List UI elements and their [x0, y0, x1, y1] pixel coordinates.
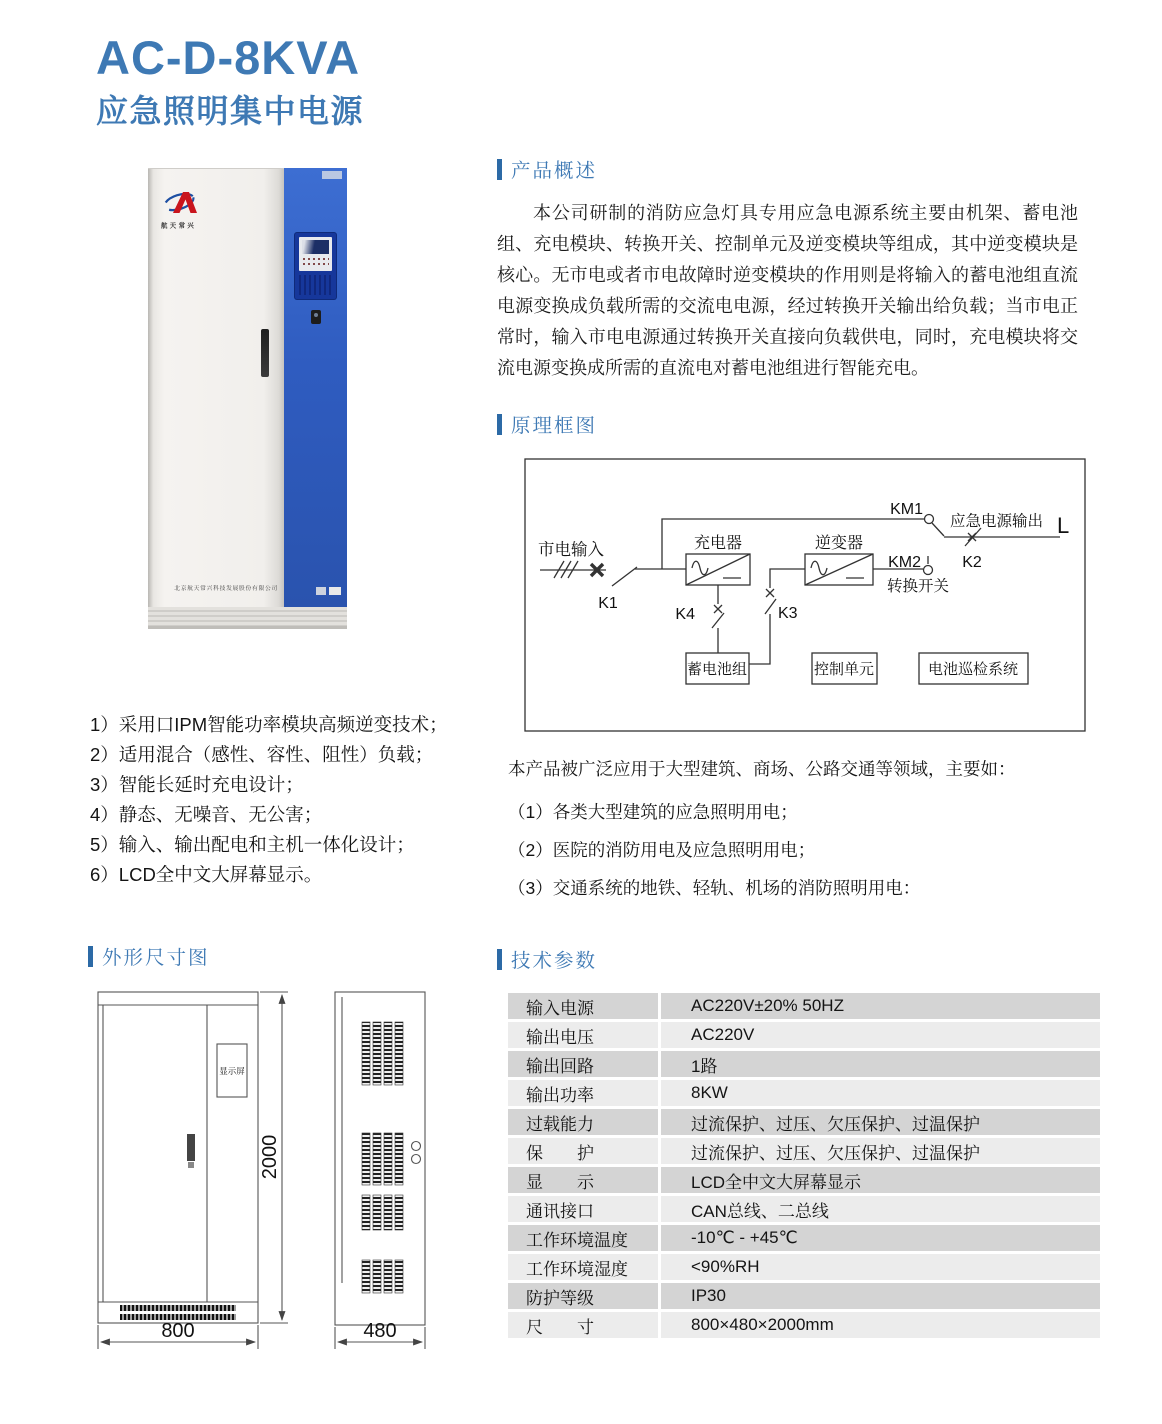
spec-label: 输出回路 — [508, 1051, 658, 1077]
title-block — [96, 31, 365, 132]
applications-block — [508, 756, 1086, 907]
section-bar — [497, 949, 502, 970]
feature-item: 1）采用口IPM智能功率模块高频逆变技术； — [90, 714, 448, 735]
diagram-label-battery-monitor: 电池巡检系统 — [927, 661, 1019, 678]
spec-value: IP30 — [661, 1283, 1100, 1309]
product-name: 应急照明集中电源 — [96, 93, 365, 129]
spec-value: 1路 — [661, 1051, 1100, 1077]
spec-row — [508, 1138, 1100, 1164]
cabinet-base-vent — [148, 607, 347, 629]
spec-row — [508, 1109, 1100, 1135]
diagram-label-k1: K1 — [598, 595, 618, 612]
feature-item: 3）智能长延时充电设计； — [90, 774, 304, 795]
diagram-label-control-unit: 控制单元 — [813, 661, 875, 678]
feature-list — [90, 710, 500, 890]
spec-value: <90%RH — [661, 1254, 1100, 1280]
application-item: （2）医院的消防用电及应急照明用电； — [508, 840, 816, 860]
door-lock — [311, 310, 321, 324]
km1-contact — [925, 515, 934, 524]
spec-label: 过载能力 — [508, 1109, 658, 1135]
charger-box — [686, 554, 750, 585]
section-principle-header — [497, 410, 597, 438]
principle-diagram — [520, 455, 1090, 737]
section-specs-header — [497, 945, 597, 973]
spec-row — [508, 1283, 1100, 1309]
lcd-buttons — [302, 257, 329, 268]
section-bar — [497, 159, 502, 180]
feature-item: 4）静态、无噪音、无公害； — [90, 804, 323, 825]
dimension-drawing — [88, 985, 448, 1357]
spec-label: 尺 寸 — [508, 1312, 658, 1338]
section-title: 原理框图 — [511, 415, 598, 437]
brand-text: 航天常兴 — [161, 221, 197, 229]
spec-row — [508, 1225, 1100, 1251]
diagram-label-transfer-switch: 转换开关 — [887, 578, 950, 595]
diagram-label-charger: 充电器 — [693, 535, 743, 552]
feature-item: 5）输入、输出配电和主机一体化设计； — [90, 834, 415, 855]
spec-label: 输入电源 — [508, 993, 658, 1019]
spec-label: 工作环境湿度 — [508, 1254, 658, 1280]
section-bar — [497, 414, 502, 435]
spec-label: 输出电压 — [508, 1022, 658, 1048]
diagram-label-km2: KM2 — [888, 554, 921, 571]
feature-item: 2）适用混合（感性、容性、阻性）负载； — [90, 744, 434, 765]
door-handle — [261, 329, 269, 377]
spec-value: AC220V — [661, 1022, 1100, 1048]
section-title: 外形尺寸图 — [102, 947, 210, 969]
height-dim-label: 2000 — [259, 1134, 281, 1180]
page-title: AC-D-8KVA — [96, 31, 361, 84]
section-title: 产品概述 — [511, 160, 598, 182]
spec-value: -10℃ - +45℃ — [661, 1225, 1100, 1251]
spec-value: AC220V±20% 50HZ — [661, 993, 1100, 1019]
spec-label: 输出功率 — [508, 1080, 658, 1106]
switch-k1 — [612, 567, 637, 586]
section-dimensions-header — [88, 942, 210, 970]
spec-value: 过流保护、过压、欠压保护、过温保护 — [661, 1138, 1100, 1164]
spec-row — [508, 1254, 1100, 1280]
diagram-label-k3: K3 — [778, 605, 798, 622]
section-title: 技术参数 — [511, 950, 598, 972]
spec-value: LCD全中文大屏幕显示 — [661, 1167, 1100, 1193]
km2-contact — [924, 566, 933, 575]
brand-logo-icon — [162, 189, 202, 219]
spec-label: 通讯接口 — [508, 1196, 658, 1222]
panel-sticker — [322, 171, 342, 179]
depth-dim-label: 480 — [363, 1320, 397, 1342]
spec-row — [508, 1312, 1100, 1338]
diagram-label-battery: 蓄电池组 — [686, 661, 748, 678]
spec-value: 过流保护、过压、欠压保护、过温保护 — [661, 1109, 1100, 1135]
application-item: （1）各类大型建筑的应急照明用电； — [508, 802, 798, 822]
diagram-label-k2: K2 — [962, 554, 982, 571]
spec-row — [508, 1022, 1100, 1048]
spec-row — [508, 1051, 1100, 1077]
section-overview-header — [497, 155, 597, 183]
cabinet-door — [148, 168, 284, 608]
width-dim-label: 800 — [161, 1320, 195, 1342]
section-bar — [88, 946, 93, 967]
lcd-bezel — [299, 237, 332, 271]
spec-label: 保 护 — [508, 1138, 658, 1164]
display-screen-label: 显示屏 — [219, 1066, 245, 1076]
lcd-vents — [299, 275, 332, 295]
diagram-label-inverter: 逆变器 — [814, 535, 864, 552]
overview-paragraph: 本公司研制的消防应急灯具专用应急电源系统主要由机架、蓄电池组、充电模块、转换开关、控制单元及逆变模块等组成，其中逆变模块是核心。无市电或者市电故障时逆变模块的作用则是将输入的蓄电池组直流电源变换成负载所需的交流电电源，经过转换开关输出给负载；当市电正常时，输入市电电源通过转换开关直接向负载供电，同时，充电模块将交流电源变换成所需的直流电对蓄电池组进行智能充电。 — [497, 203, 1078, 378]
spec-value: 800×480×2000mm — [661, 1312, 1100, 1338]
product-photo — [148, 168, 347, 632]
spec-row — [508, 1080, 1100, 1106]
spec-label: 工作环境温度 — [508, 1225, 658, 1251]
applications-intro: 本产品被广泛应用于大型建筑、商场、公路交通等领域，主要如： — [508, 759, 1016, 779]
diagram-label-km1: KM1 — [890, 501, 923, 518]
specs-table — [508, 993, 1100, 1341]
feature-item: 6）LCD全中文大屏幕显示。 — [90, 864, 323, 885]
spec-value: CAN总线、二总线 — [661, 1196, 1100, 1222]
spec-label: 显 示 — [508, 1167, 658, 1193]
spec-row — [508, 1196, 1100, 1222]
inverter-box — [805, 554, 873, 585]
spec-row — [508, 1167, 1100, 1193]
front-handle — [187, 1134, 195, 1161]
diagram-label-k4: K4 — [675, 606, 695, 623]
front-view — [98, 992, 258, 1323]
side-view — [335, 992, 425, 1325]
cabinet-blue-panel — [284, 168, 347, 607]
lcd-screen — [302, 240, 329, 254]
diagram-label-emergency-output: 应急电源输出 — [950, 513, 1044, 530]
lcd-control-panel — [295, 233, 336, 299]
diagram-label-mains-input: 市电输入 — [538, 541, 604, 559]
spec-label: 防护等级 — [508, 1283, 658, 1309]
company-text: 北京航天常兴科技发展股份有限公司 — [174, 584, 278, 592]
spec-value: 8KW — [661, 1080, 1100, 1106]
bottom-vent — [120, 1305, 236, 1311]
panel-labels — [316, 587, 341, 595]
application-item: （3）交通系统的地铁、轻轨、机场的消防照明用电： — [508, 878, 921, 898]
spec-row — [508, 993, 1100, 1019]
diagram-label-phase: L — [1057, 513, 1070, 538]
